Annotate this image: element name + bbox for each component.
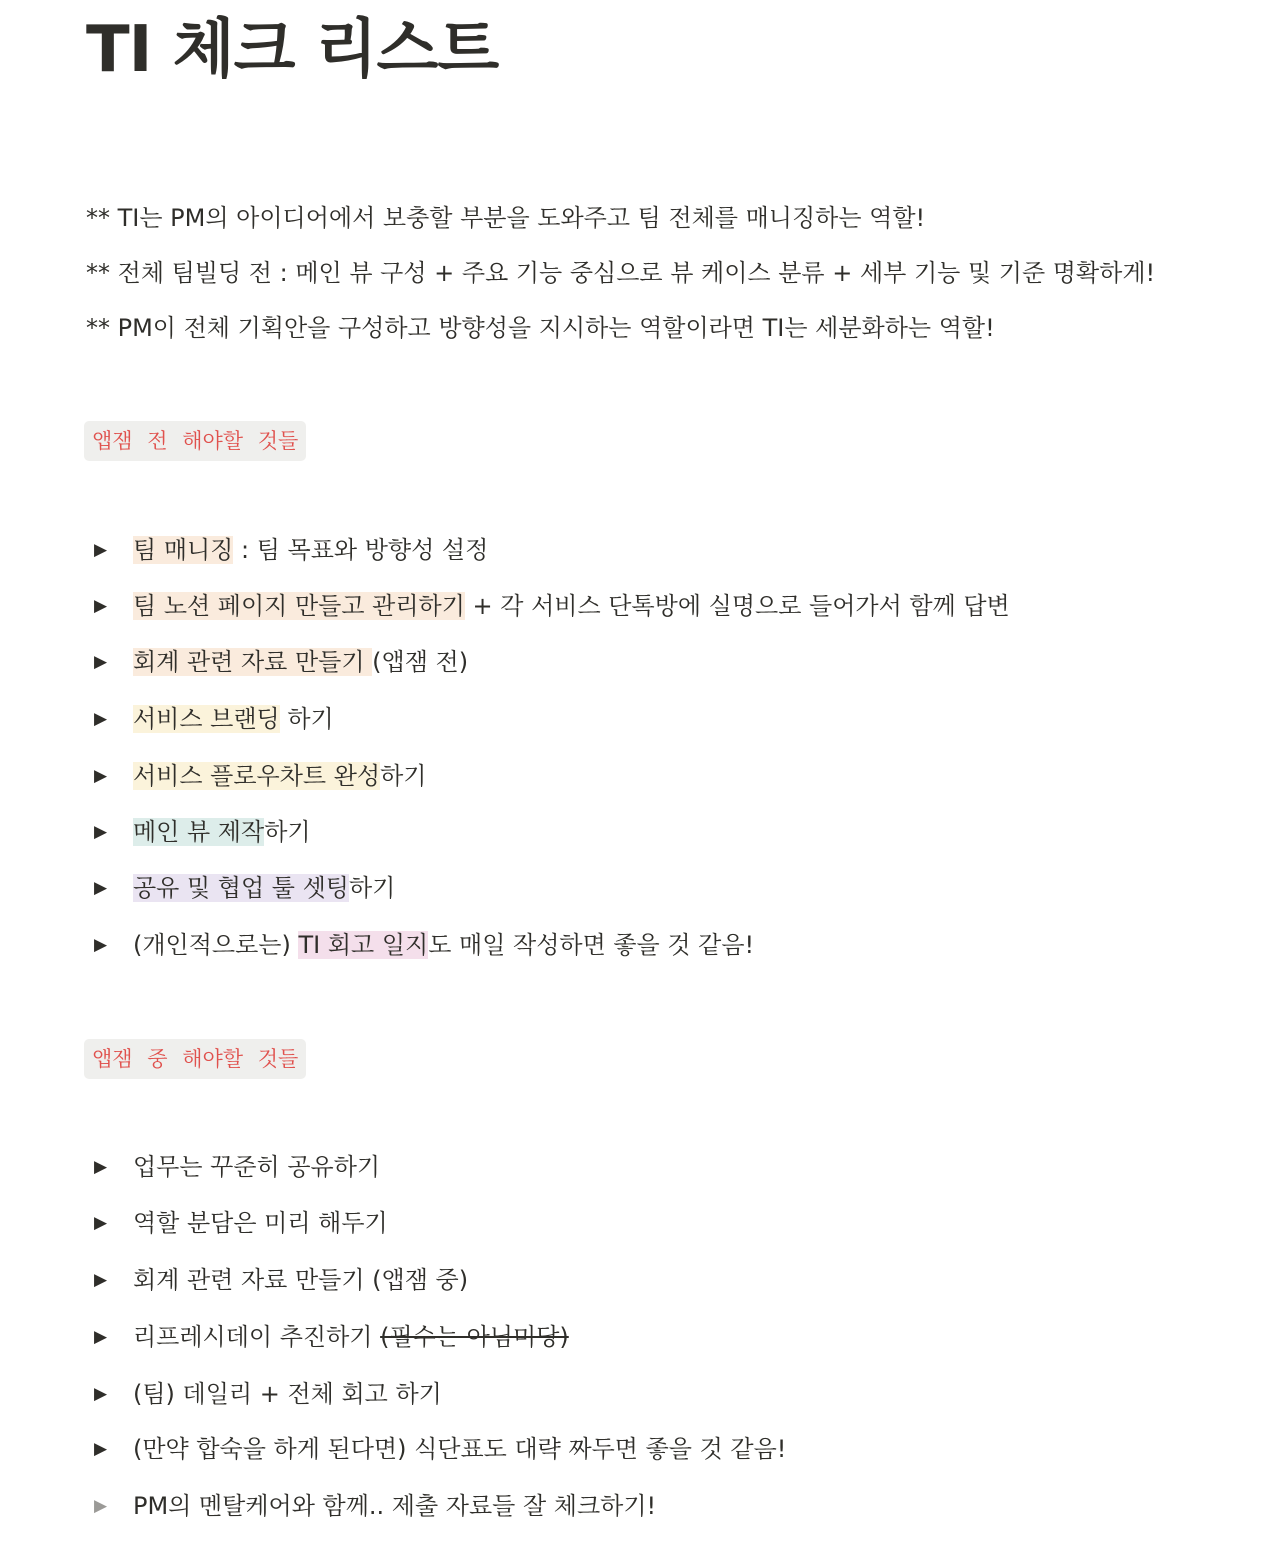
toggle-triangle-icon[interactable]: ▶ [94,1327,108,1347]
page-title: TI 체크 리스트 [86,13,499,87]
toggle-text [133,756,426,796]
highlight-text: 팀 노션 페이지 만들고 관리하기 [133,592,465,620]
section-tag-before: 앱잼 전 해야할 것들 [84,421,306,461]
toggle-text [133,1317,569,1357]
toggle-text [133,868,395,908]
note-line: ** 전체 팀빌딩 전 : 메인 뷰 구성 + 주요 기능 중심으로 뷰 케이스 분류 + 세부 기능 및 기준 명확하게! [86,259,1156,287]
plain-text: (개인적으로는) [133,931,299,959]
toggle-triangle-icon[interactable]: ▶ [94,709,108,729]
plain-text: 도 매일 작성하면 좋을 것 같음! [428,931,755,959]
plain-text: 하기 [279,705,334,733]
toggle-triangle-icon[interactable]: ▶ [94,822,108,842]
highlight-text: 서비스 플로우차트 완성 [133,762,381,790]
plain-text: 하기 [380,762,427,790]
toggle-text [133,642,468,682]
highlight-text: 메인 뷰 제작 [133,818,265,846]
toggle-triangle-icon[interactable]: ▶ [94,1496,108,1516]
toggle-text [133,699,334,739]
toggle-text [133,586,1010,626]
section-tag-during: 앱잼 중 해야할 것들 [84,1039,306,1079]
plain-text: : 팀 목표와 방향성 설정 [233,536,489,564]
toggle-triangle-icon[interactable]: ▶ [94,1439,108,1459]
note-line: ** PM이 전체 기획안을 구성하고 방향성을 지시하는 역할이라면 TI는 세분화하는 역할! [86,314,995,342]
toggle-triangle-icon[interactable]: ▶ [94,935,108,955]
toggle-triangle-icon[interactable]: ▶ [94,1213,108,1233]
plain-text: 리프레시데이 추진하기 [133,1323,381,1351]
highlight-text: TI 회고 일지 [298,931,429,959]
plain-text: 하기 [264,818,311,846]
toggle-triangle-icon[interactable]: ▶ [94,1384,108,1404]
note-line: ** TI는 PM의 아이디어에서 보충할 부분을 도와주고 팀 전체를 매니징하는 역할! [86,204,926,232]
toggle-text: 회계 관련 자료 만들기 (앱잼 중) [133,1266,469,1294]
toggle-triangle-icon[interactable]: ▶ [94,596,108,616]
toggle-text [133,925,754,965]
toggle-text: 업무는 꾸준히 공유하기 [133,1153,381,1181]
toggle-triangle-icon[interactable]: ▶ [94,766,108,786]
toggle-triangle-icon[interactable]: ▶ [94,652,108,672]
toggle-triangle-icon[interactable]: ▶ [94,1270,108,1290]
strikethrough-text: (필수는 아님미당) [380,1323,569,1351]
highlight-text: 팀 매니징 [133,536,234,564]
toggle-text [133,530,488,570]
highlight-text: 회계 관련 자료 만들기 [133,648,373,676]
toggle-triangle-icon[interactable]: ▶ [94,540,108,560]
plain-text: (앱잼 전) [372,648,469,676]
toggle-triangle-icon[interactable]: ▶ [94,878,108,898]
toggle-text: 역할 분담은 미리 해두기 [133,1209,388,1237]
highlight-text: 서비스 브랜딩 [133,705,280,733]
highlight-text: 공유 및 협업 툴 셋팅 [133,874,349,902]
toggle-triangle-icon[interactable]: ▶ [94,1157,108,1177]
toggle-text: (만약 합숙을 하게 된다면) 식단표도 대략 짜두면 좋을 것 같음! [133,1435,787,1463]
plain-text: 하기 [349,874,396,902]
toggle-text: PM의 멘탈케어와 함께.. 제출 자료들 잘 체크하기! [133,1492,657,1520]
toggle-text: (팀) 데일리 + 전체 회고 하기 [133,1380,442,1408]
plain-text: + 각 서비스 단톡방에 실명으로 들어가서 함께 답변 [464,592,1010,620]
toggle-text [133,812,311,852]
